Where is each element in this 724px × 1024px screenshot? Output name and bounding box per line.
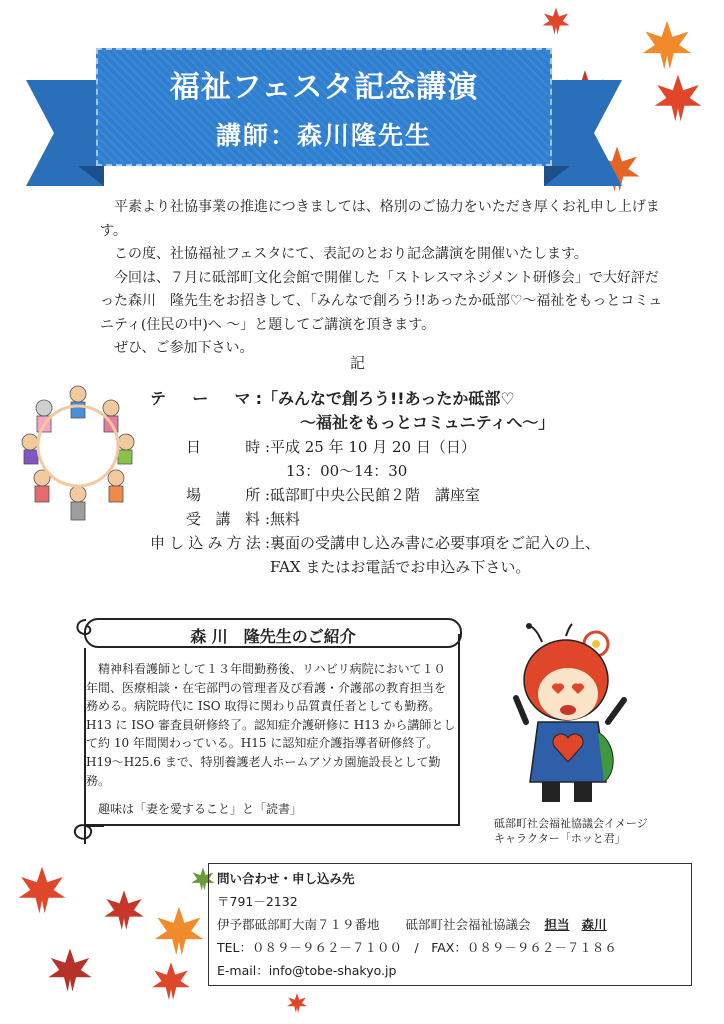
lecturer-bio (86, 660, 456, 790)
intro-paragraph: ぜひ、ご参加下さい。 (114, 340, 254, 356)
theme-row-2 (300, 410, 554, 433)
scroll-curl (70, 814, 104, 844)
mascot-hotto-kun (508, 622, 638, 812)
place-value: 砥部町中央公民館２階 講座室 (270, 486, 481, 504)
maple-leaf-icon (536, 6, 576, 36)
maple-leaf-icon (14, 864, 70, 916)
mascot-caption-line2: キャラクター「ホッと君」 (494, 832, 626, 845)
bio-text: 精神科看護師として１３年間勤務後、リハビリ病院において１０年間、医療相談・在宅部門の管理者及び看護・介護部の教育担当を務める。病院時代に ISO 取得に関わり品質責任者としても勤務。H13 に ISO 審査員研修終了。認知症介護研修に H13 から講師として約 10 年間関わっている。H15 に認知症介護指導者研修終了。 H19～H25.6 まで、特別養護老人ホームアソカ園施設長として勤務。 (86, 662, 456, 788)
fee-value: 無料 (270, 510, 301, 528)
fee-row (186, 508, 300, 529)
scroll-curl (72, 618, 102, 658)
time-value: 13：00～14：30 (286, 462, 408, 480)
theme-value-line1: 「みんなで創ろう!!あったか砥部♡ (262, 389, 515, 408)
maple-leaf-icon (650, 72, 706, 124)
apply-row (150, 532, 600, 553)
title-banner (18, 40, 630, 190)
date-value: 平成 25 年 10 月 20 日（日） (270, 438, 476, 456)
theme-label: テ ー マ: (150, 389, 262, 408)
ki-heading: 記 (350, 354, 366, 372)
theme-row (150, 386, 515, 409)
profile-title: 森 川 隆先生のご紹介 (190, 627, 356, 646)
profile-heading-bar (84, 618, 462, 648)
people-circle-illustration (16, 380, 140, 530)
date-label: 日 時: (186, 438, 270, 456)
lecturer-hobby: 趣味は「妻を愛すること」と「読書」 (98, 802, 303, 816)
maple-leaf-icon (100, 888, 148, 932)
maple-leaf-icon (636, 18, 698, 72)
lecturer-subtitle: 講師：森川隆先生 (215, 121, 432, 150)
mascot-caption-line1: 砥部町社会福祉協議会イメージ (494, 817, 648, 830)
contact-person-label: 担当 (544, 917, 570, 932)
scroll-border-right (458, 634, 460, 824)
page-title: 福祉フェスタ記念講演 (169, 70, 479, 105)
place-label: 場 所: (186, 486, 270, 504)
contact-address-line (217, 915, 607, 933)
contact-postal: 〒791－2132 (217, 894, 298, 909)
intro-text (100, 196, 670, 361)
place-row (186, 484, 480, 505)
contact-tel-fax: TEL：０８９－９６２－７１００ / FAX：０８９－９６２－７１８６ (217, 940, 617, 955)
contact-box (208, 863, 692, 986)
scroll-border-bottom (84, 824, 460, 826)
maple-leaf-icon (148, 960, 194, 1002)
maple-leaf-icon (150, 904, 208, 958)
apply-value-line2: FAX またはお電話でお申込み下さい。 (270, 558, 531, 576)
contact-email: E-mail：info@tobe-shakyo.jp (217, 963, 397, 978)
intro-paragraph: この度、社協福祉フェスタにて、表記のとおり記念講演を開催いたします。 (114, 246, 588, 262)
mascot-caption (494, 816, 704, 846)
apply-row-2 (270, 556, 530, 577)
contact-address: 伊予郡砥部町大南７１９番地 (217, 917, 380, 932)
contact-org: 砥部町社会福祉協議会 (405, 917, 531, 932)
contact-heading: 問い合わせ・申し込み先 (217, 871, 355, 886)
date-row (186, 436, 476, 457)
fee-label: 受 講 料: (186, 510, 270, 528)
apply-label: 申し込み方法: (150, 534, 270, 552)
contact-person: 森川 (581, 917, 607, 932)
intro-paragraph: 今回は、７月に砥部町文化会館で開催した「ストレスマネジメント研修会」で大好評だった森川 隆先生をお招きして、「みんなで創ろう!!あったか砥部♡～福祉をもっとコミュニティ(住民の中)へ ～」と題してご講演を頂きます。 (100, 269, 663, 333)
apply-value-line1: 裏面の受講申し込み書に必要事項をご記入の上、 (270, 534, 601, 552)
maple-leaf-icon (44, 946, 96, 994)
intro-paragraph: 平素より社協事業の推進につきましては、格別のご協力をいただき厚くお礼申し上げます。 (100, 199, 660, 239)
maple-leaf-icon (286, 992, 308, 1014)
theme-value-line2: ～福祉をもっとコミュニティへ～」 (300, 413, 555, 432)
banner-panel (96, 48, 552, 166)
time-row (286, 460, 407, 481)
